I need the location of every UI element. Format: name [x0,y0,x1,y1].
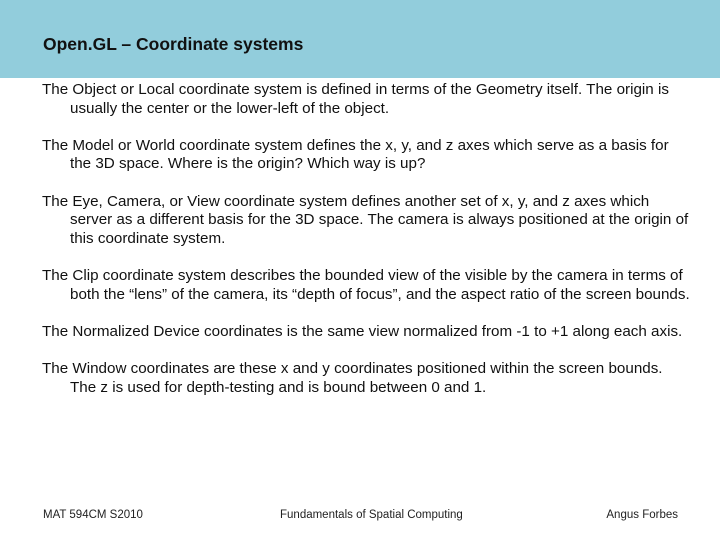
slide-header [0,0,720,78]
paragraph-object-coordinates: The Object or Local coordinate system is defined in terms of the Geometry itself. The origin is usually the center or the lower-left of the object. [42,81,669,117]
paragraph-clip-coordinates: The Clip coordinate system describes the bounded view of the visible by the camera in terms of both the “lens” of the camera, its “depth of focus”, and the aspect ratio of the screen bounds. [42,266,690,303]
paragraph-eye-coordinates: The Eye, Camera, or View coordinate system defines another set of x, y, and z axes which server as a different basis for the 3D space. The camera is always positioned at the origin of this coordinate system. [42,192,689,247]
paragraph-world-coordinates: The Model or World coordinate system defines the x, y, and z axes which serve as a basis for the 3D space. Where is the origin? Which way is up? [42,136,669,173]
footer-author: Angus Forbes [606,509,678,521]
slide-body [42,81,692,416]
footer-course-title: Fundamentals of Spatial Computing [280,509,463,521]
slide-title: Open.GL – Coordinate systems [43,34,304,54]
paragraph-window-coordinates: The Window coordinates are these x and y coordinates positioned within the screen bounds. The z is used for depth-testing and is bound between 0 and 1. [42,359,663,396]
paragraph-ndc-coordinates: The Normalized Device coordinates is the same view normalized from -1 to +1 along each axis. [42,322,683,340]
footer-course: MAT 594CM S2010 [43,509,143,521]
